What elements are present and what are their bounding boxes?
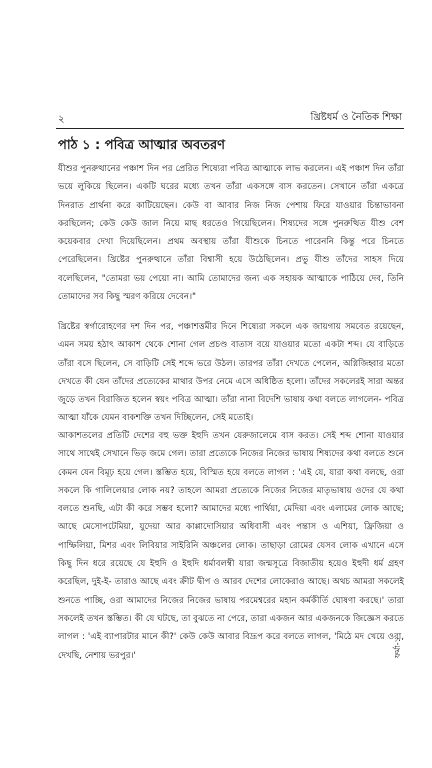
- header-rule: [56, 128, 404, 129]
- lesson-title: পাঠ ১ : পবিত্র আত্মার অবতরণ: [58, 138, 226, 153]
- paragraph-2: খ্রিষ্টের স্বর্গারোহণের দশ দিন পর, পঞ্চাশত্তমীর দিনে শিষ্যেরা সকলে এক জায়গায় সমবেত রয়েছেন, এমন সময় হঠাৎ আকাশ থেকে শোনা গেল প্রচণ্ড বাতাস বয়ে যাওয়ার মতো একটা শব্দ। যে বাড়িতে তাঁরা বসে ছিলেন, সে বাড়িটি সেই শব্দে ভরে উঠল। তারপর তাঁরা দেখতে পেলেন, অগ্নিজিহ্বার মতো দেখতে কী যেন তাঁদের প্রত্যেকের মাথার উপর নেমে এসে অধিষ্ঠিত হলো। তাঁদের সকলেরই সারা অন্তর জুড়ে তখন বিরাজিত হলেন স্বয়ং পবিত্র আত্মা। তাঁরা নানা বিদেশি ভাষায় কথা বলতে লাগলেন- পবিত্র আত্মা যাঁকে যেমন বাকশক্তি তখন দিচ্ছিলেন, সেই মতোই।: [58, 322, 404, 424]
- running-header: খ্রিষ্টধর্ম ও নৈতিক শিক্ষা: [310, 112, 402, 123]
- paragraph-block: [58, 427, 404, 665]
- margin-code: ফর্মা-১: [393, 637, 402, 658]
- paragraph-3: আকাশতলের প্রতিটি দেশের বহু ভক্ত ইহুদি তখন যেরুজালেমে বাস করত। সেই শব্দ শোনা যাওয়ার সাথে সাথেই সেখানে ভিড় জমে গেল। তারা প্রত্যেকে নিজের নিজের ভাষায় শিষ্যদের কথা বলতে শুনে কেমন যেন বিমূঢ় হয়ে গেল। স্তম্ভিত হয়ে, বিস্মিত হয়ে বলতে লাগল : 'এই যে, যারা কথা বলছে, ওরা সকলে কি গালিলেয়ার লোক নয়? তাহলে আমরা প্রত্যেকে নিজের নিজের মাতৃভাষায় ওদের যে কথা বলতে শুনছি, এটা কী করে সম্ভব হলো? আমাদের মধ্যে পার্থিয়া, মেদিয়া এবং এলামের লোক আছে; আছে মেসোপটেমিয়া, যুদেয়া আর কাপ্পাদোসিয়ার অধিবাসী এবং পন্তাস ও এশিয়া, ফ্রিজিয়া ও পাম্ফিলিয়া, মিশর এবং লিবিয়ার সাইরিনি অঞ্চলের লোক। তাছাড়া রোমের যেসব লোক এখানে এসে কিছু দিন ধরে রয়েছে যে ইহুদি ও ইহুদি ধর্মাবলম্বী যারা জন্মসূত্রে বিজাতীয় হয়েও ইহুদী ধর্ম গ্রহণ করেছিল, দুই-ই- তারাও আছে এবং ক্রীট দ্বীপ ও আরব দেশের লোকেরাও আছে। অথচ আমরা সকলেই শুনতে পাচ্ছি, ওরা আমাদের নিজের নিজের ভাষায় পরমেশ্বরের মহান কর্মকীর্তি ঘোষণা করছে।' তারা সকলেই তখন স্তম্ভিত। কী যে ঘটছে, তা বুঝতে না পেরে, তারা একজন আর একজনকে জিজ্ঞেস করতে লাগল : 'এই ব্যাপারটার মানে কী?' কেউ কেউ আবার বিদ্রূপ করে বলতে লাগল, 'মিঠে মদ খেয়ে ওরা, দেখছি, নেশায় ভরপুর।': [58, 431, 404, 661]
- paragraph-block: [58, 318, 404, 428]
- paragraph-1: যীশুর পুনরুত্থানের পঞ্চাশ দিন পর প্রেরিত শিষ্যেরা পবিত্র আত্মাকে লাভ করলেন। এই পঞ্চাশ দিন তাঁরা ভয়ে লুকিয়ে ছিলেন। একটি ঘরের মধ্যে তখন তাঁরা একসঙ্গে বাস করতেন। সেখানে তাঁরা একত্রে দিনরাত প্রার্থনা করে কাটিয়েছেন। কেউ বা আবার নিজ নিজ পেশায় ফিরে যাওয়ার চিন্তাভাবনা করছিলেন; কেউ কেউ জাল নিয়ে মাছ ধরতেও গিয়েছিলেন। শিষ্যদের সঙ্গে পুনরুত্থিত যীশু বেশ কয়েকবার দেখা দিয়েছিলেন। প্রথম অবস্থায় তাঁরা যীশুকে চিনতে পারেননি কিন্তু পরে চিনতে পেরেছিলেন। খ্রিষ্টের পুনরুত্থানে তাঁরা বিশ্বাসী হয়ে উঠেছিলেন। প্রভু যীশু তাঁদের সাহস দিয়ে বলেছিলেন, "তোমরা ভয় পেয়ো না। আমি তোমাদের জন্য এক সহায়ক আত্মাকে পাঠিয়ে দেব, তিনি তোমাদের সব কিছু স্মরণ করিয়ে দেবেন।": [58, 164, 404, 303]
- paragraph-block: [58, 160, 404, 306]
- page-number: ২: [58, 114, 65, 125]
